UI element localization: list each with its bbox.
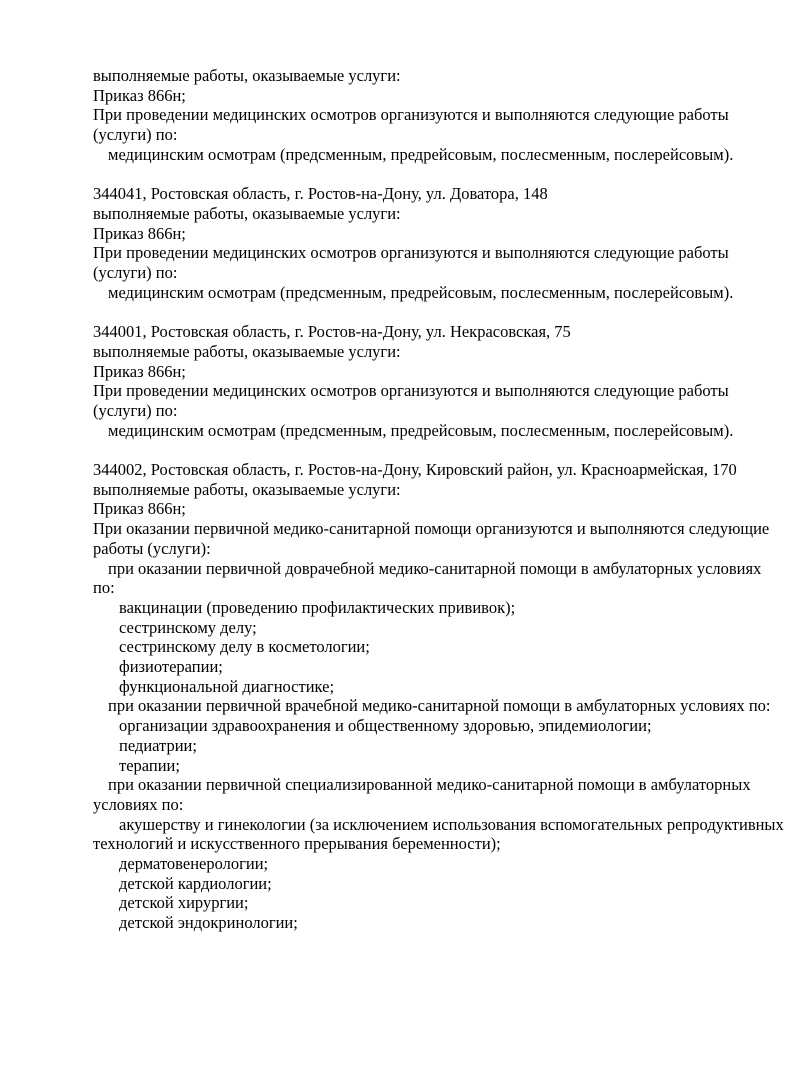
text-line: При проведении медицинских осмотров организуются и выполняются следующие работы [93,381,729,401]
text-line: при оказании первичной врачебной медико-санитарной помощи в амбулаторных условиях по: [108,696,771,716]
text-line: сестринскому делу в косметологии; [119,637,370,657]
text-line: (услуги) по: [93,263,178,283]
text-block [93,460,783,933]
text-line: условиях по: [93,794,184,814]
text-line: детской кардиологии; [119,873,272,893]
text-line: 344041, Ростовская область, г. Ростов-на-Дону, ул. Доватора, 148 [93,184,548,204]
text-line: При проведении медицинских осмотров организуются и выполняются следующие работы [93,105,729,125]
text-line: выполняемые работы, оказываемые услуги: [93,479,401,499]
text-line: медицинским осмотрам (предсменным, предрейсовым, послесменным, послерейсовым). [108,282,734,302]
document-content [93,66,783,933]
text-line: работы (услуги): [93,538,211,558]
text-line: при оказании первичной доврачебной медико-санитарной помощи в амбулаторных условиях [108,558,762,578]
text-line: терапии; [119,755,180,775]
text-line: выполняемые работы, оказываемые услуги: [93,341,401,361]
text-line: выполняемые работы, оказываемые услуги: [93,203,401,223]
text-line: Приказ 866н; [93,361,186,381]
text-line: 344002, Ростовская область, г. Ростов-на-Дону, Кировский район, ул. Красноармейская, 170 [93,460,737,480]
text-line: (услуги) по: [93,125,178,145]
text-block [93,66,783,165]
text-line: При проведении медицинских осмотров организуются и выполняются следующие работы [93,243,729,263]
text-line: функциональной диагностике; [119,676,335,696]
text-line: медицинским осмотрам (предсменным, предрейсовым, послесменным, послерейсовым). [108,144,734,164]
text-line: выполняемые работы, оказываемые услуги: [93,66,401,85]
text-line: (услуги) по: [93,400,178,420]
text-line: по: [93,578,115,598]
text-line: детской эндокринологии; [119,913,298,933]
text-line: педиатрии; [119,735,197,755]
text-line: при оказании первичной специализированной медико-санитарной помощи в амбулаторных [108,775,751,795]
text-line: медицинским осмотрам (предсменным, предрейсовым, послесменным, послерейсовым). [108,420,734,440]
text-block [93,184,783,302]
text-line: Приказ 866н; [93,499,186,519]
text-line: При оказании первичной медико-санитарной помощи организуются и выполняются следующие [93,519,770,539]
text-block [93,322,783,440]
text-line: вакцинации (проведению профилактических прививок); [119,597,516,617]
text-line: сестринскому делу; [119,617,257,637]
text-line: детской хирургии; [119,893,249,913]
text-line: акушерству и гинекологии (за исключением использования вспомогательных репродуктивных [119,814,784,834]
text-line: Приказ 866н; [93,223,186,243]
text-line: дерматовенерологии; [119,854,269,874]
text-line: физиотерапии; [119,657,223,677]
text-line: Приказ 866н; [93,85,186,105]
text-line: 344001, Ростовская область, г. Ростов-на-Дону, ул. Некрасовская, 75 [93,322,571,342]
text-line: технологий и искусственного прерывания беременности); [93,834,501,854]
text-line: организации здравоохранения и общественному здоровью, эпидемиологии; [119,716,652,736]
